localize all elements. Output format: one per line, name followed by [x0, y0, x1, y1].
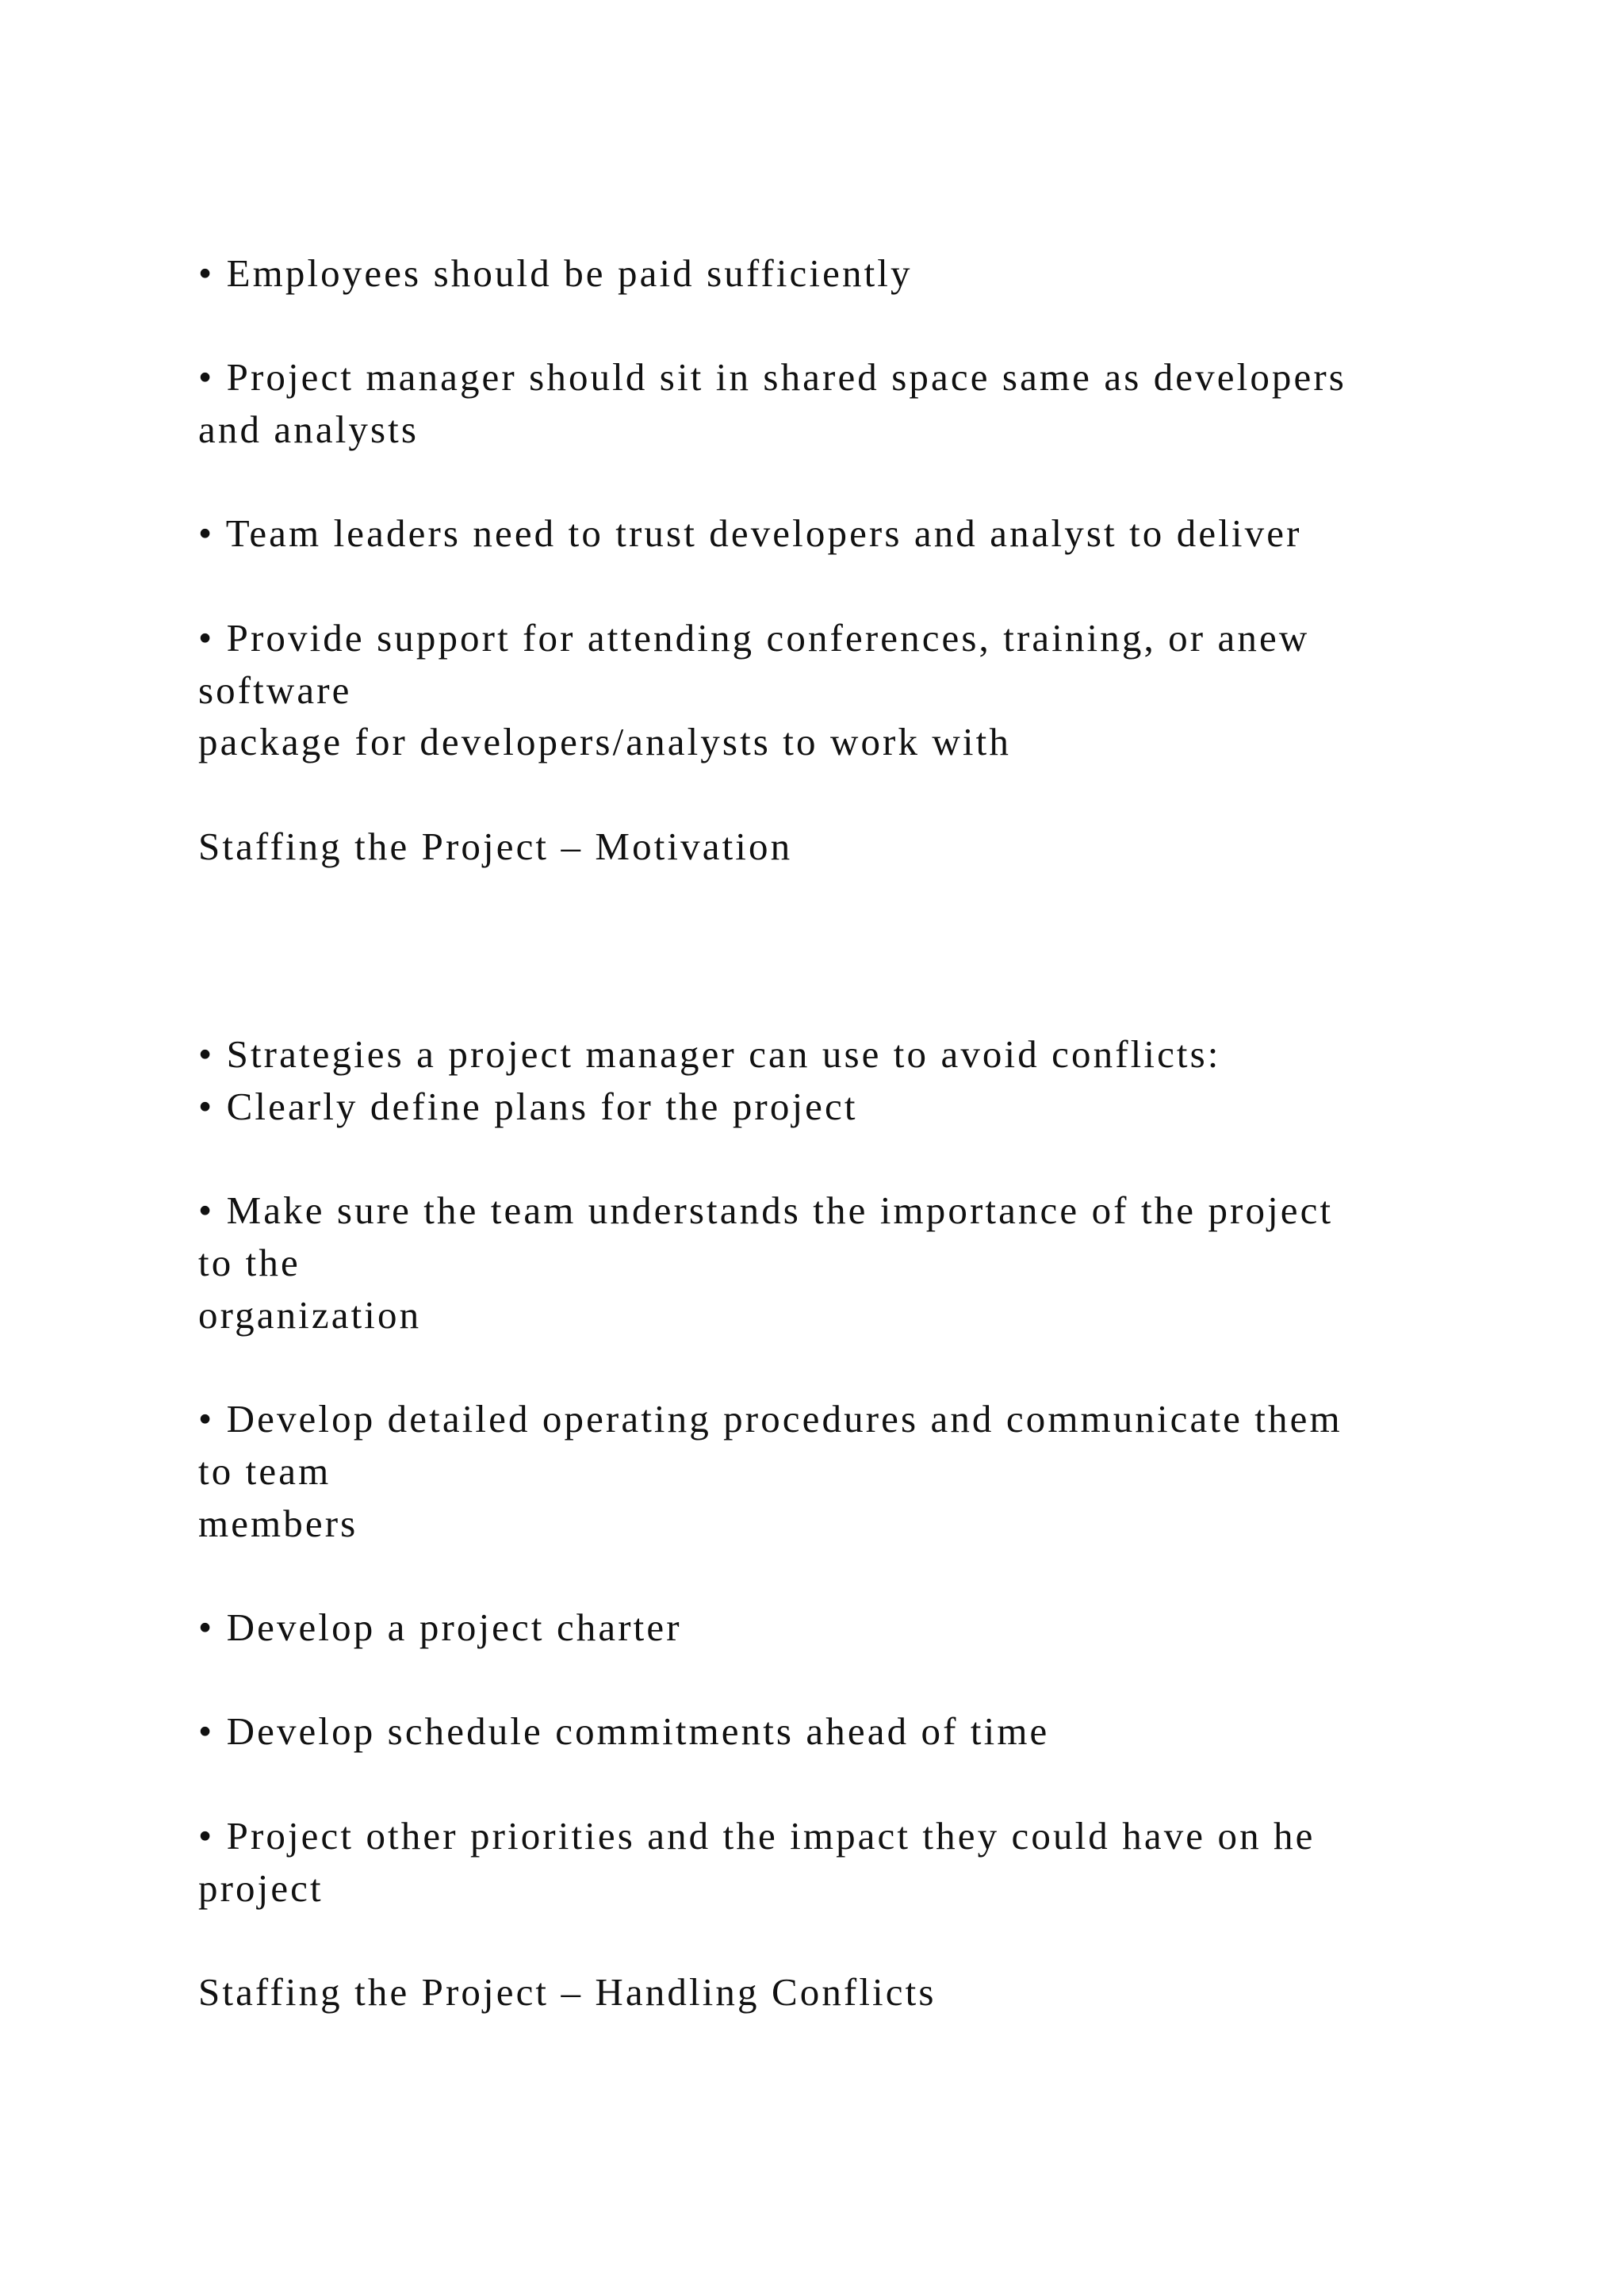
- heading-motivation: Staffing the Project – Motivation: [198, 824, 793, 868]
- bullet-priorities-line-2: project: [198, 1866, 324, 1910]
- conflict-intro: • Strategies a project manager can use to avoid conflicts:: [198, 1032, 1221, 1077]
- heading-handling-conflicts: Staffing the Project – Handling Conflicts: [198, 1969, 936, 2014]
- document-body: [198, 247, 1515, 2019]
- bullet-importance-line-1: • Make sure the team understands the importance of the project: [198, 1188, 1334, 1233]
- bullet-shared-space-line-2: and analysts: [198, 408, 419, 452]
- bullet-support-line-1: • Provide support for attending conferences, training, or anew: [198, 615, 1310, 660]
- bullet-importance-line-2: to the: [198, 1241, 301, 1285]
- bullet-support-line-2: software: [198, 668, 352, 712]
- bullet-support-line-3: package for developers/analysts to work with: [198, 720, 1011, 764]
- bullet-charter: • Develop a project charter: [198, 1605, 682, 1650]
- bullet-priorities-line-1: • Project other priorities and the impact they could have on he: [198, 1813, 1316, 1858]
- bullet-procedures-line-1: • Develop detailed operating procedures and communicate them: [198, 1397, 1342, 1441]
- bullet-shared-space-line-1: • Project manager should sit in shared space same as developers: [198, 355, 1346, 400]
- bullet-schedule: • Develop schedule commitments ahead of time: [198, 1709, 1050, 1754]
- bullet-paid: • Employees should be paid sufficiently: [198, 251, 913, 295]
- bullet-procedures-line-2: to team: [198, 1448, 331, 1493]
- bullet-trust: • Team leaders need to trust developers and analyst to deliver: [198, 511, 1302, 556]
- bullet-procedures-line-3: members: [198, 1501, 358, 1545]
- bullet-define-plans: • Clearly define plans for the project: [198, 1085, 858, 1129]
- bullet-importance-line-3: organization: [198, 1292, 422, 1337]
